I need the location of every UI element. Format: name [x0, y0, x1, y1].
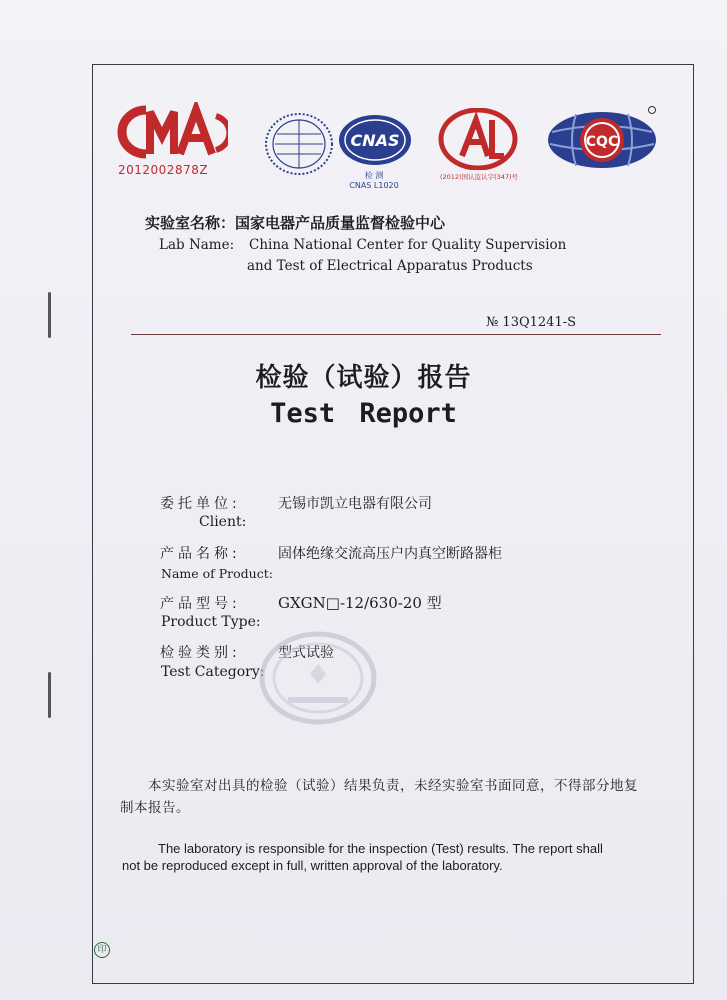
client-label-cn: 委托单位: — [160, 496, 241, 512]
category-value: 型式试验 — [278, 645, 334, 661]
cqc-globe-logo-icon — [546, 106, 658, 172]
disclaimer-cn: 本实验室对出具的检验（试验）结果负责，未经实验室书面同意，不得部分地复制本报告。 — [120, 778, 638, 816]
report-number: № 13Q1241-S — [486, 315, 577, 330]
embossed-seal-icon — [258, 628, 378, 728]
cnas-logo-icon — [336, 112, 414, 168]
client-value: 无锡市凯立电器有限公司 — [278, 496, 432, 512]
disclaimer-en-line1: The laboratory is responsible for the inspection (Test) results. The report shall — [158, 841, 603, 856]
print-mark: 印 — [94, 942, 110, 958]
product-label-cn: 产品名称: — [160, 546, 241, 562]
client-label-en: Client: — [199, 514, 247, 530]
category-label-en: Test Category: — [161, 664, 265, 680]
report-title-en: Test Report — [270, 398, 457, 429]
cnas-sub: 检 测 — [364, 171, 384, 180]
cqc-mark-text: CQC — [585, 134, 619, 150]
disclaimer-en-line2: not be reproduced except in full, written approval of the laboratory. — [122, 858, 503, 873]
type-value: GXGN□-12/630-20 型 — [278, 594, 442, 612]
lab-name-en-label: Lab Name: — [159, 237, 235, 253]
header-divider — [131, 334, 661, 335]
product-value: 固体绝缘交流高压户内真空断路器柜 — [278, 546, 502, 562]
cnas-code-text: CNAS L1020 — [349, 181, 399, 190]
lab-name-en-line2: and Test of Electrical Apparatus Products — [247, 258, 533, 274]
cnas-code — [334, 170, 414, 190]
cma-number: 2012002878Z — [118, 163, 209, 177]
binding-mark-bottom — [48, 672, 51, 718]
product-label-en: Name of Product: — [161, 566, 273, 581]
disclaimer-en — [122, 840, 662, 874]
report-title-cn: 检验（试验）报告 — [255, 363, 472, 393]
lab-name-cn: 实验室名称：国家电器产品质量监督检验中心 — [145, 214, 446, 232]
cal-logo-icon — [438, 108, 518, 170]
type-label-cn: 产品型号: — [160, 596, 241, 612]
cal-code: (2012)国认监认字(347)号 — [439, 173, 519, 181]
binding-mark-top — [48, 292, 51, 338]
category-label-cn: 检验类别: — [160, 645, 241, 661]
type-label-en: Product Type: — [161, 614, 261, 630]
ilac-mra-logo-icon — [263, 112, 335, 176]
cma-logo-icon — [116, 102, 228, 160]
lab-name-en-line1: China National Center for Quality Supervision — [249, 237, 567, 253]
cnas-mark-text: CNAS — [350, 131, 400, 150]
